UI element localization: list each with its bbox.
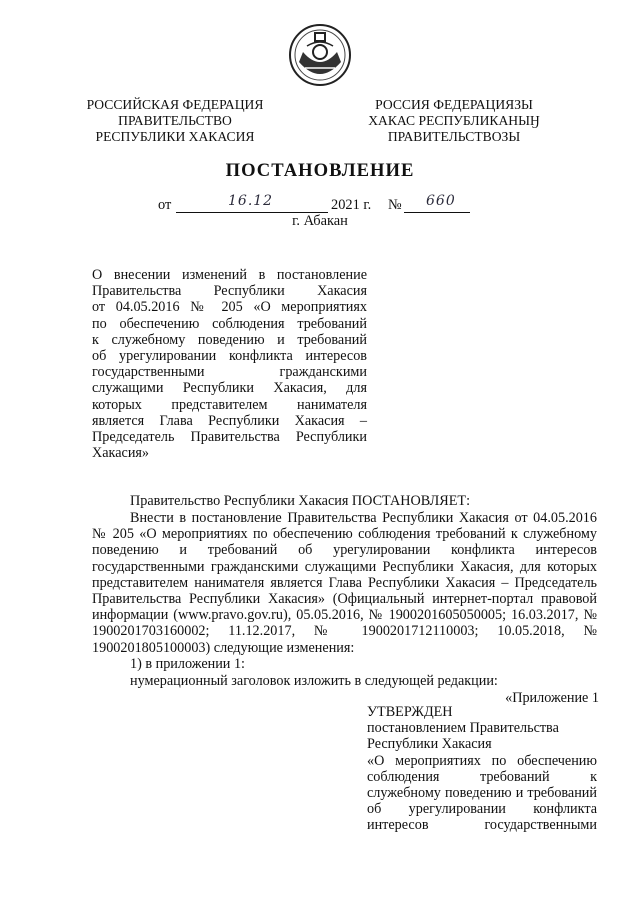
- approved-quote-line: соблюдения требований к: [367, 768, 597, 785]
- date-year: 2021 г.: [331, 197, 372, 213]
- item-1-text: нумерационный заголовок изложить в следующей редакции:: [130, 673, 498, 689]
- number-sign: №: [388, 197, 402, 213]
- approval-block: [367, 704, 597, 834]
- approved-quote-line: об урегулировании конфликта: [367, 801, 597, 818]
- subject-line: которых представителем нанимателя: [92, 396, 367, 413]
- date-prefix: от: [158, 197, 172, 213]
- date-handwritten: 16.12: [228, 193, 274, 209]
- subject-line: от 04.05.2016 № 205 «О мероприятиях: [92, 299, 367, 316]
- coat-of-arms-emblem: [287, 22, 353, 88]
- subject-line: служащими Республики Хакасия, для: [92, 380, 367, 397]
- city-name: г. Абакан: [292, 213, 348, 229]
- subject-line: об урегулировании конфликта интересов: [92, 348, 367, 365]
- subject-line: Председатель Правительства Республики: [92, 429, 367, 446]
- approved-quote-line: «О мероприятиях по обеспечению: [367, 752, 597, 769]
- approved-quote-line: интересов государственными: [367, 817, 597, 834]
- body-paragraph: Внести в постановление Правительства Республики Хакасия от 04.05.2016 № 205 «О мероприятиях по обеспечению соблюдения требований к служебному поведению и требований об урегулировании конфликта интересов государственными гражданскими служащими Республики Хакасия, для которых представителем нанимателя является Глава Республики Хакасия – Председатель Правительства Республики Хакасия» (Официальный интернет-портал правовой информации (www.pravo.gov.ru), 05.05.2016, № 1900201605050005; 16.03.2017, № 1900201703160002; 11.12.2017, № 1900201712110003; 10.05.2018, № 1900201805100003) следующие изменения:: [92, 510, 597, 656]
- approved-line: постановлением Правительства: [367, 720, 559, 737]
- header-right-khakas: [350, 97, 558, 144]
- decree-statement: Правительство Республики Хакасия ПОСТАНОВЛЯЕТ:: [130, 493, 471, 509]
- subject-line: к служебному поведению и требований: [92, 331, 367, 348]
- header-left-russian: [70, 97, 280, 144]
- subject-line: является Глава Республики Хакасия –: [92, 412, 367, 429]
- document-title: ПОСТАНОВЛЕНИЕ: [225, 160, 415, 181]
- subject-line: государственными гражданскими: [92, 364, 367, 381]
- header-right-line: РОССИЯ ФЕДЕРАЦИЯЗЫ: [375, 97, 533, 112]
- subject-line: О внесении изменений в постановление: [92, 267, 367, 283]
- subject-line: по обеспечению соблюдения требований: [92, 315, 367, 332]
- appendix-heading: «Приложение 1: [505, 690, 599, 706]
- approved-quote-line: служебному поведению и требований: [367, 785, 597, 802]
- header-left-line: ПРАВИТЕЛЬСТВО: [118, 112, 232, 128]
- document-subject: [92, 267, 367, 461]
- header-right-line: ПРАВИТЕЛЬСТВОЗЫ: [387, 128, 521, 144]
- header-left-line: РОССИЙСКАЯ ФЕДЕРАЦИЯ: [86, 97, 264, 112]
- item-1: 1) в приложении 1:: [130, 656, 245, 672]
- number-handwritten: 660: [426, 193, 456, 209]
- header-left-line: РЕСПУБЛИКИ ХАКАСИЯ: [95, 128, 255, 144]
- approved-heading: УТВЕРЖДЕН: [367, 704, 453, 720]
- subject-line: Правительства Республики Хакасия: [92, 283, 367, 300]
- approved-line: Республики Хакасия: [367, 736, 492, 753]
- header-right-line: ХАКАС РЕСПУБЛИКАНЫӇ: [368, 112, 540, 128]
- subject-line: Хакасия»: [92, 445, 150, 462]
